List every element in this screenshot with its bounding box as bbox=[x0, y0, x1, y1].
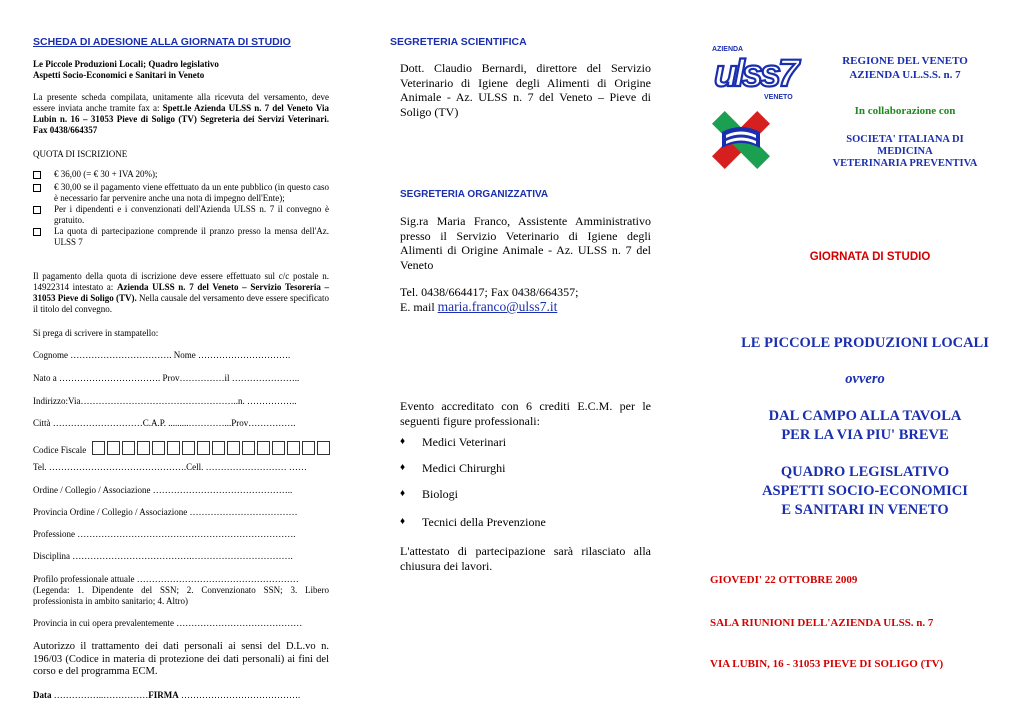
diamond-bullet-icon: ♦ bbox=[400, 462, 406, 473]
quota-item: € 36,00 (= € 30 + IVA 20%); bbox=[33, 169, 329, 182]
list-item: ♦ Medici Veterinari bbox=[400, 435, 507, 449]
quota-item: La quota di partecipazione comprende il pranzo presso la mensa dell'Az. ULSS 7 bbox=[33, 226, 329, 248]
codice-fiscale-char-box[interactable] bbox=[242, 441, 255, 455]
codice-fiscale-boxes[interactable] bbox=[92, 445, 332, 455]
checkbox-icon[interactable] bbox=[33, 184, 41, 192]
checkbox-icon[interactable] bbox=[33, 228, 41, 236]
field-tel-cell[interactable]: Tel. ……………………………………….Cell. ……………………… …… bbox=[33, 462, 307, 472]
print-note: Si prega di scrivere in stampatello: bbox=[33, 328, 159, 338]
codice-fiscale-char-box[interactable] bbox=[212, 441, 225, 455]
field-disciplina[interactable]: Disciplina ………………………………….……………………………. bbox=[33, 551, 293, 561]
field-provincia-ordine[interactable]: Provincia Ordine / Collegio / Associazione ……………………………… bbox=[33, 507, 298, 517]
logo-ulss-text: ulss7 bbox=[714, 53, 797, 95]
codice-fiscale-char-box[interactable] bbox=[152, 441, 165, 455]
firma-label: FIRMA bbox=[148, 690, 179, 700]
event-ovvero: ovvero bbox=[845, 371, 885, 387]
form-intro bbox=[33, 92, 329, 136]
email-link[interactable]: maria.franco@ulss7.it bbox=[437, 299, 558, 314]
form-subtitle bbox=[33, 59, 329, 81]
codice-fiscale-char-box[interactable] bbox=[182, 441, 195, 455]
quota-label: QUOTA DI ISCRIZIONE bbox=[33, 149, 128, 159]
contact-email: E. mail maria.franco@ulss7.it bbox=[400, 299, 558, 314]
seg-scientifica-text: Dott. Claudio Bernardi, direttore del Servizio Veterinario di Igiene degli Alimenti di Origine Animale - Az. ULSS n. 7 del Veneto – Pieve di Soligo (TV) bbox=[400, 61, 651, 119]
event-title: LE PICCOLE PRODUZIONI LOCALI bbox=[741, 335, 989, 351]
codice-fiscale-char-box[interactable] bbox=[122, 441, 135, 455]
checkbox-icon[interactable] bbox=[33, 206, 41, 214]
codice-fiscale-char-box[interactable] bbox=[272, 441, 285, 455]
diamond-bullet-icon: ♦ bbox=[400, 488, 406, 499]
ecm-figures-list bbox=[400, 435, 651, 529]
field-indirizzo[interactable]: Indirizzo:Via……………………………………………..n. …………….. bbox=[33, 396, 297, 406]
seg-organizzativa-title: SEGRETERIA ORGANIZZATIVA bbox=[400, 189, 549, 200]
form-intro-address: Spett.le Azienda ULSS n. 7 del Veneto Via Lubin n. 16 – 31053 Pieve di Soligo (TV) Segreteria dei Servizi Veterinari. Fax 0438/664357 bbox=[33, 103, 330, 135]
profilo-legend: (Legenda: 1. Dipendente del SSN; 2. Convenzionato SSN; 3. Libero professionista in ambito sanitario; 4. Altro) bbox=[33, 585, 329, 606]
payment-info: Il pagamento della quota di iscrizione deve essere effettuato sul c/c postale n. 14922314 intestato a: Azienda ULSS n. 7 del Veneto – Servizio Tesoreria – 31053 Pieve di Soligo (TV). Nella causale del versamento deve essere specificato il titolo del convegno. bbox=[33, 271, 329, 314]
codice-fiscale-label: Codice Fiscale bbox=[33, 445, 87, 455]
quota-list bbox=[33, 169, 329, 248]
simevep-cross-icon bbox=[712, 111, 770, 169]
attestato-text: L'attestato di partecipazione sarà rilasciato alla chiusura dei lavori. bbox=[400, 544, 651, 573]
seg-organizzativa-text: Sig.ra Maria Franco, Assistente Amministrativo presso il Servizio Veterinario di Igiene degli Alimenti di Origine Animale - Az. ULSS n. 7 del Veneto bbox=[400, 214, 651, 272]
form-subtitle-line2: Aspetti Socio-Economici e Sanitari in Veneto bbox=[33, 70, 205, 80]
seg-scientifica-title: SEGRETERIA SCIENTIFICA bbox=[390, 36, 527, 48]
codice-fiscale-char-box[interactable] bbox=[197, 441, 210, 455]
logo-azienda-text: AZIENDA bbox=[712, 46, 744, 53]
field-data-firma[interactable]: Data ……………..……………FIRMA …………………………………. bbox=[33, 690, 301, 700]
diamond-bullet-icon: ♦ bbox=[400, 516, 406, 527]
field-cognome-nome[interactable]: Cognome ……………………………. Nome …………………………. bbox=[33, 350, 291, 360]
logo-veneto-text: VENETO bbox=[764, 94, 793, 100]
codice-fiscale-char-box[interactable] bbox=[107, 441, 120, 455]
checkbox-icon[interactable] bbox=[33, 171, 41, 179]
codice-fiscale-char-box[interactable] bbox=[137, 441, 150, 455]
list-item: ♦ Medici Chirurghi bbox=[400, 461, 506, 475]
codice-fiscale-char-box[interactable] bbox=[257, 441, 270, 455]
simevep-logo bbox=[708, 104, 774, 176]
form-title: SCHEDA DI ADESIONE ALLA GIORNATA DI STUDIO bbox=[33, 36, 291, 48]
society-name: SOCIETA' ITALIANA DI MEDICINA VETERINARIA PREVENTIVA bbox=[832, 134, 978, 169]
event-place: SALA RIUNIONI DELL'AZIENDA ULSS. n. 7 bbox=[710, 617, 934, 629]
ecm-text: Evento accreditato con 6 crediti E.C.M. per le seguenti figure professionali: bbox=[400, 399, 651, 428]
field-ordine[interactable]: Ordine / Collegio / Associazione ……………………………………….. bbox=[33, 485, 293, 495]
quota-item: Per i dipendenti e i convenzionati dell'Azienda ULSS n. 7 il convegno è gratuito. bbox=[33, 204, 329, 226]
field-provincia-opera[interactable]: Provincia in cui opera prevalentemente …………………………………… bbox=[33, 618, 303, 628]
field-codice-fiscale[interactable] bbox=[33, 441, 332, 456]
list-item: ♦ Biologi bbox=[400, 487, 459, 501]
form-subtitle-line1: Le Piccole Produzioni Locali; Quadro legislativo bbox=[33, 59, 219, 69]
field-citta[interactable]: Città …………………………C.A.P. .........…………...Prov……………. bbox=[33, 418, 296, 428]
event-date: GIOVEDI' 22 OTTOBRE 2009 bbox=[710, 574, 858, 586]
diamond-bullet-icon: ♦ bbox=[400, 436, 406, 447]
codice-fiscale-char-box[interactable] bbox=[227, 441, 240, 455]
field-professione[interactable]: Professione ………………………………………………………………. bbox=[33, 529, 296, 539]
codice-fiscale-char-box[interactable] bbox=[167, 441, 180, 455]
region-heading: REGIONE DEL VENETO AZIENDA U.L.S.S. n. 7 bbox=[842, 55, 968, 81]
codice-fiscale-char-box[interactable] bbox=[317, 441, 330, 455]
event-subtitle: DAL CAMPO ALLA TAVOLA PER LA VIA PIU' BREVE bbox=[768, 408, 962, 443]
field-nato-prov[interactable]: Nato a ……………………………. Prov……………il ………………….. bbox=[33, 373, 300, 383]
data-label: Data bbox=[33, 690, 52, 700]
quota-item: € 30,00 se il pagamento viene effettuato da un ente pubblico (in questo caso è necessario far pervenire anche una nota di impegno dell'Ente); bbox=[33, 182, 329, 204]
collaboration-label: In collaborazione con bbox=[854, 105, 956, 117]
event-address: VIA LUBIN, 16 - 31053 PIEVE DI SOLIGO (TV) bbox=[710, 658, 944, 670]
event-topics: QUADRO LEGISLATIVO ASPETTI SOCIO-ECONOMICI E SANITARI IN VENETO bbox=[762, 464, 968, 518]
field-profilo[interactable]: Profilo professionale attuale ……………………………………………… bbox=[33, 574, 299, 584]
form-intro-text: La presente scheda compilata, unitamente alla ricevuta del versamento, deve essere inviata anche tramite fax a: bbox=[33, 92, 329, 113]
giornata-label: GIORNATA DI STUDIO bbox=[809, 251, 931, 263]
codice-fiscale-char-box[interactable] bbox=[92, 441, 105, 455]
list-item: ♦ Tecnici della Prevenzione bbox=[400, 515, 546, 529]
codice-fiscale-char-box[interactable] bbox=[302, 441, 315, 455]
contact-tel-fax: Tel. 0438/664417; Fax 0438/664357; bbox=[400, 285, 579, 299]
privacy-consent: Autorizzo il trattamento dei dati personali ai sensi del D.L.vo n. 196/03 (Codice in materia di protezione dei dati personali) ai fini del corso e del programma ECM. bbox=[33, 641, 329, 677]
ulss7-logo bbox=[704, 42, 816, 100]
codice-fiscale-char-box[interactable] bbox=[287, 441, 300, 455]
